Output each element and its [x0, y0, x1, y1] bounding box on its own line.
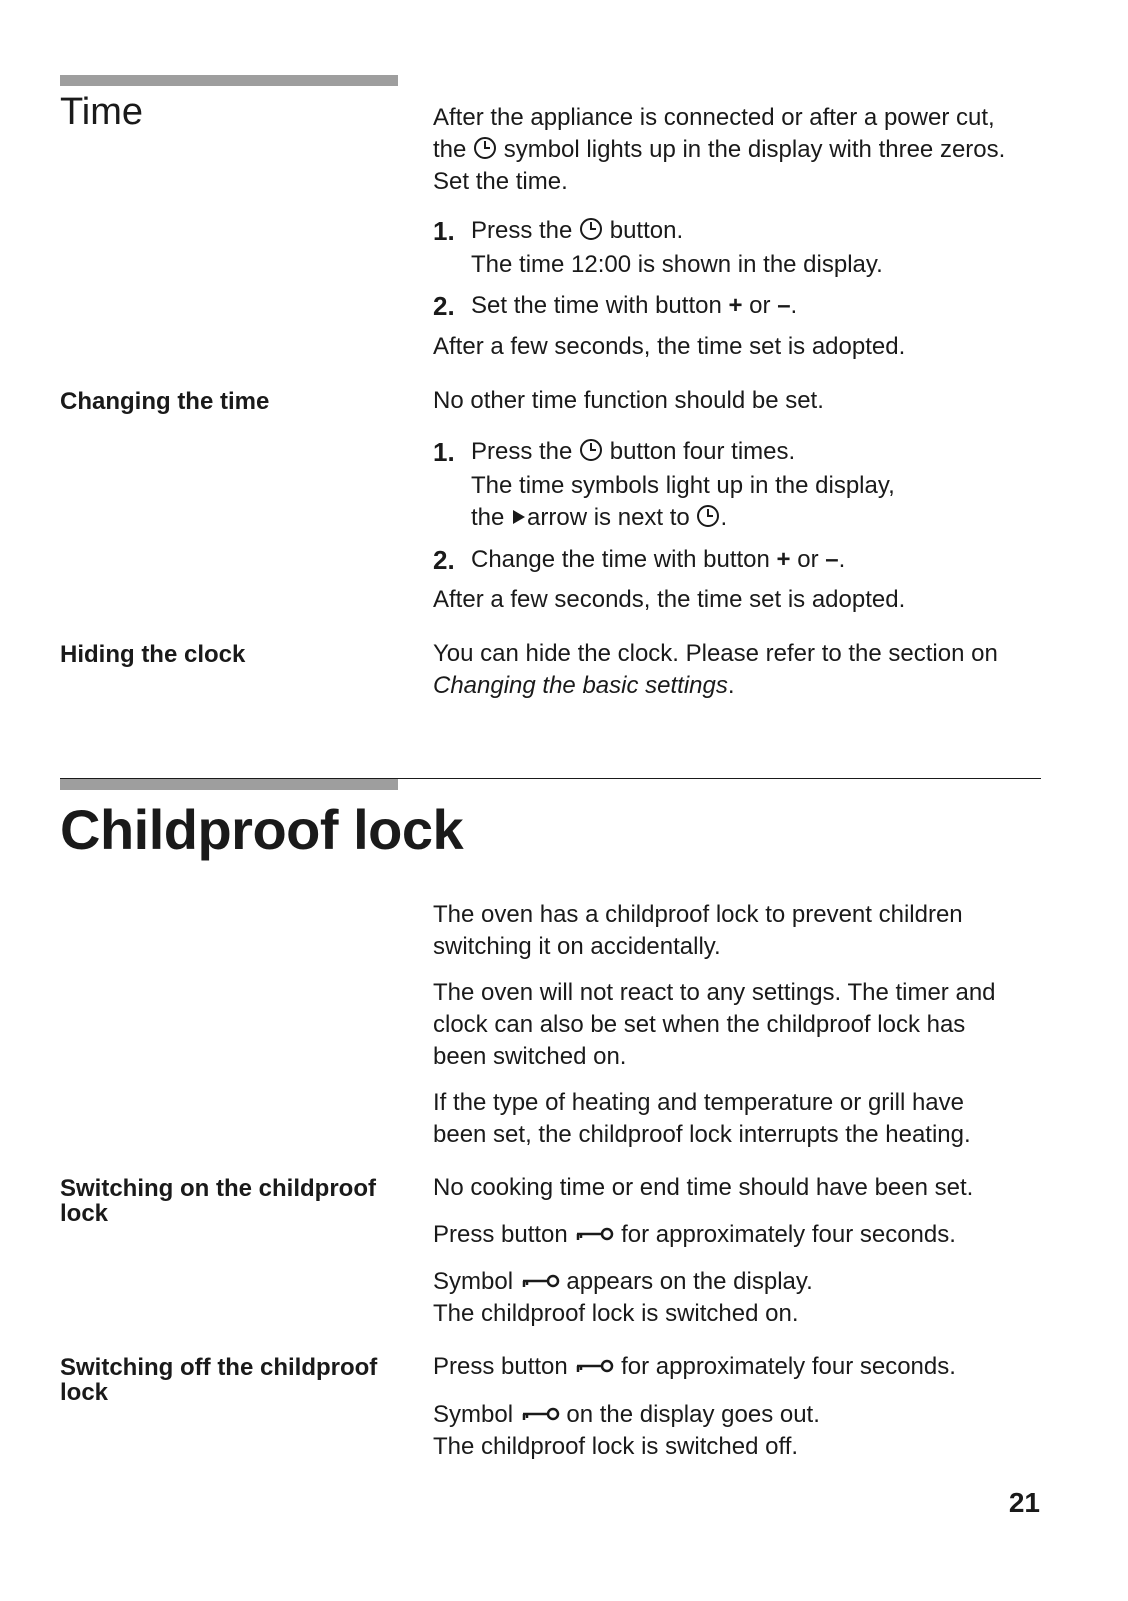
hiding-text: You can hide the clock. Please refer to the section on Changing the basic settings. [433, 640, 998, 699]
heading-switch-off: Switching off the childproof lock [60, 1354, 378, 1406]
key-lock-icon [520, 1405, 560, 1425]
time-step-1: 1. Press the button. The time 12:00 is shown in the display. [433, 216, 883, 278]
key-lock-icon [520, 1272, 560, 1292]
childproof-p2: The oven will not react to any settings. The timer and clock can also be set when the childproof lock has been switched on. [433, 979, 996, 1070]
page-number: 21 [1008, 1487, 1040, 1518]
time-intro: After the appliance is connected or after a power cut, the symbol lights up in the display with three zeros. Set the time. [433, 104, 1006, 195]
changing-intro: No other time function should be set. [433, 387, 824, 414]
switch-on-p1: No cooking time or end time should have been set. [433, 1174, 974, 1201]
heading-hiding-clock: Hiding the clock [60, 641, 246, 668]
plus-sign: + [728, 292, 743, 319]
section-title-childproof: Childproof lock [60, 798, 464, 861]
changing-step-1: 1. Press the button four times. The time symbols light up in the display, the arrow is next to . [433, 437, 895, 531]
changing-after: After a few seconds, the time set is adopted. [433, 586, 906, 613]
minus-sign: – [825, 546, 839, 573]
section-bar-childproof [60, 779, 398, 790]
clock-icon [579, 438, 603, 462]
switch-on-p2: Press button for approximately four seconds. [433, 1221, 956, 1248]
section-bar-time [60, 75, 398, 86]
clock-icon [579, 217, 603, 241]
play-arrow-icon [511, 508, 527, 526]
key-lock-icon [574, 1357, 614, 1377]
time-step-2: 2. Set the time with button + or –. [433, 291, 798, 321]
switch-off-p2: Symbol on the display goes out. The childproof lock is switched off. [433, 1401, 820, 1460]
section-title-time: Time [60, 91, 144, 133]
heading-switch-on: Switching on the childproof lock [60, 1175, 376, 1227]
switch-off-p1: Press button for approximately four seconds. [433, 1353, 956, 1380]
changing-step-2: 2. Change the time with button + or –. [433, 545, 846, 575]
childproof-p3: If the type of heating and temperature or grill have been set, the childproof lock interrupts the heating. [433, 1089, 971, 1148]
reference-link: Changing the basic settings [433, 672, 728, 699]
clock-icon [696, 504, 720, 528]
clock-icon [473, 136, 497, 160]
key-lock-icon [574, 1225, 614, 1245]
plus-sign: + [776, 546, 791, 573]
switch-on-p3: Symbol appears on the display. The childproof lock is switched on. [433, 1268, 813, 1327]
minus-sign: – [777, 292, 791, 319]
heading-changing-time: Changing the time [60, 388, 270, 415]
childproof-p1: The oven has a childproof lock to prevent children switching it on accidentally. [433, 901, 963, 960]
time-after: After a few seconds, the time set is adopted. [433, 333, 906, 360]
